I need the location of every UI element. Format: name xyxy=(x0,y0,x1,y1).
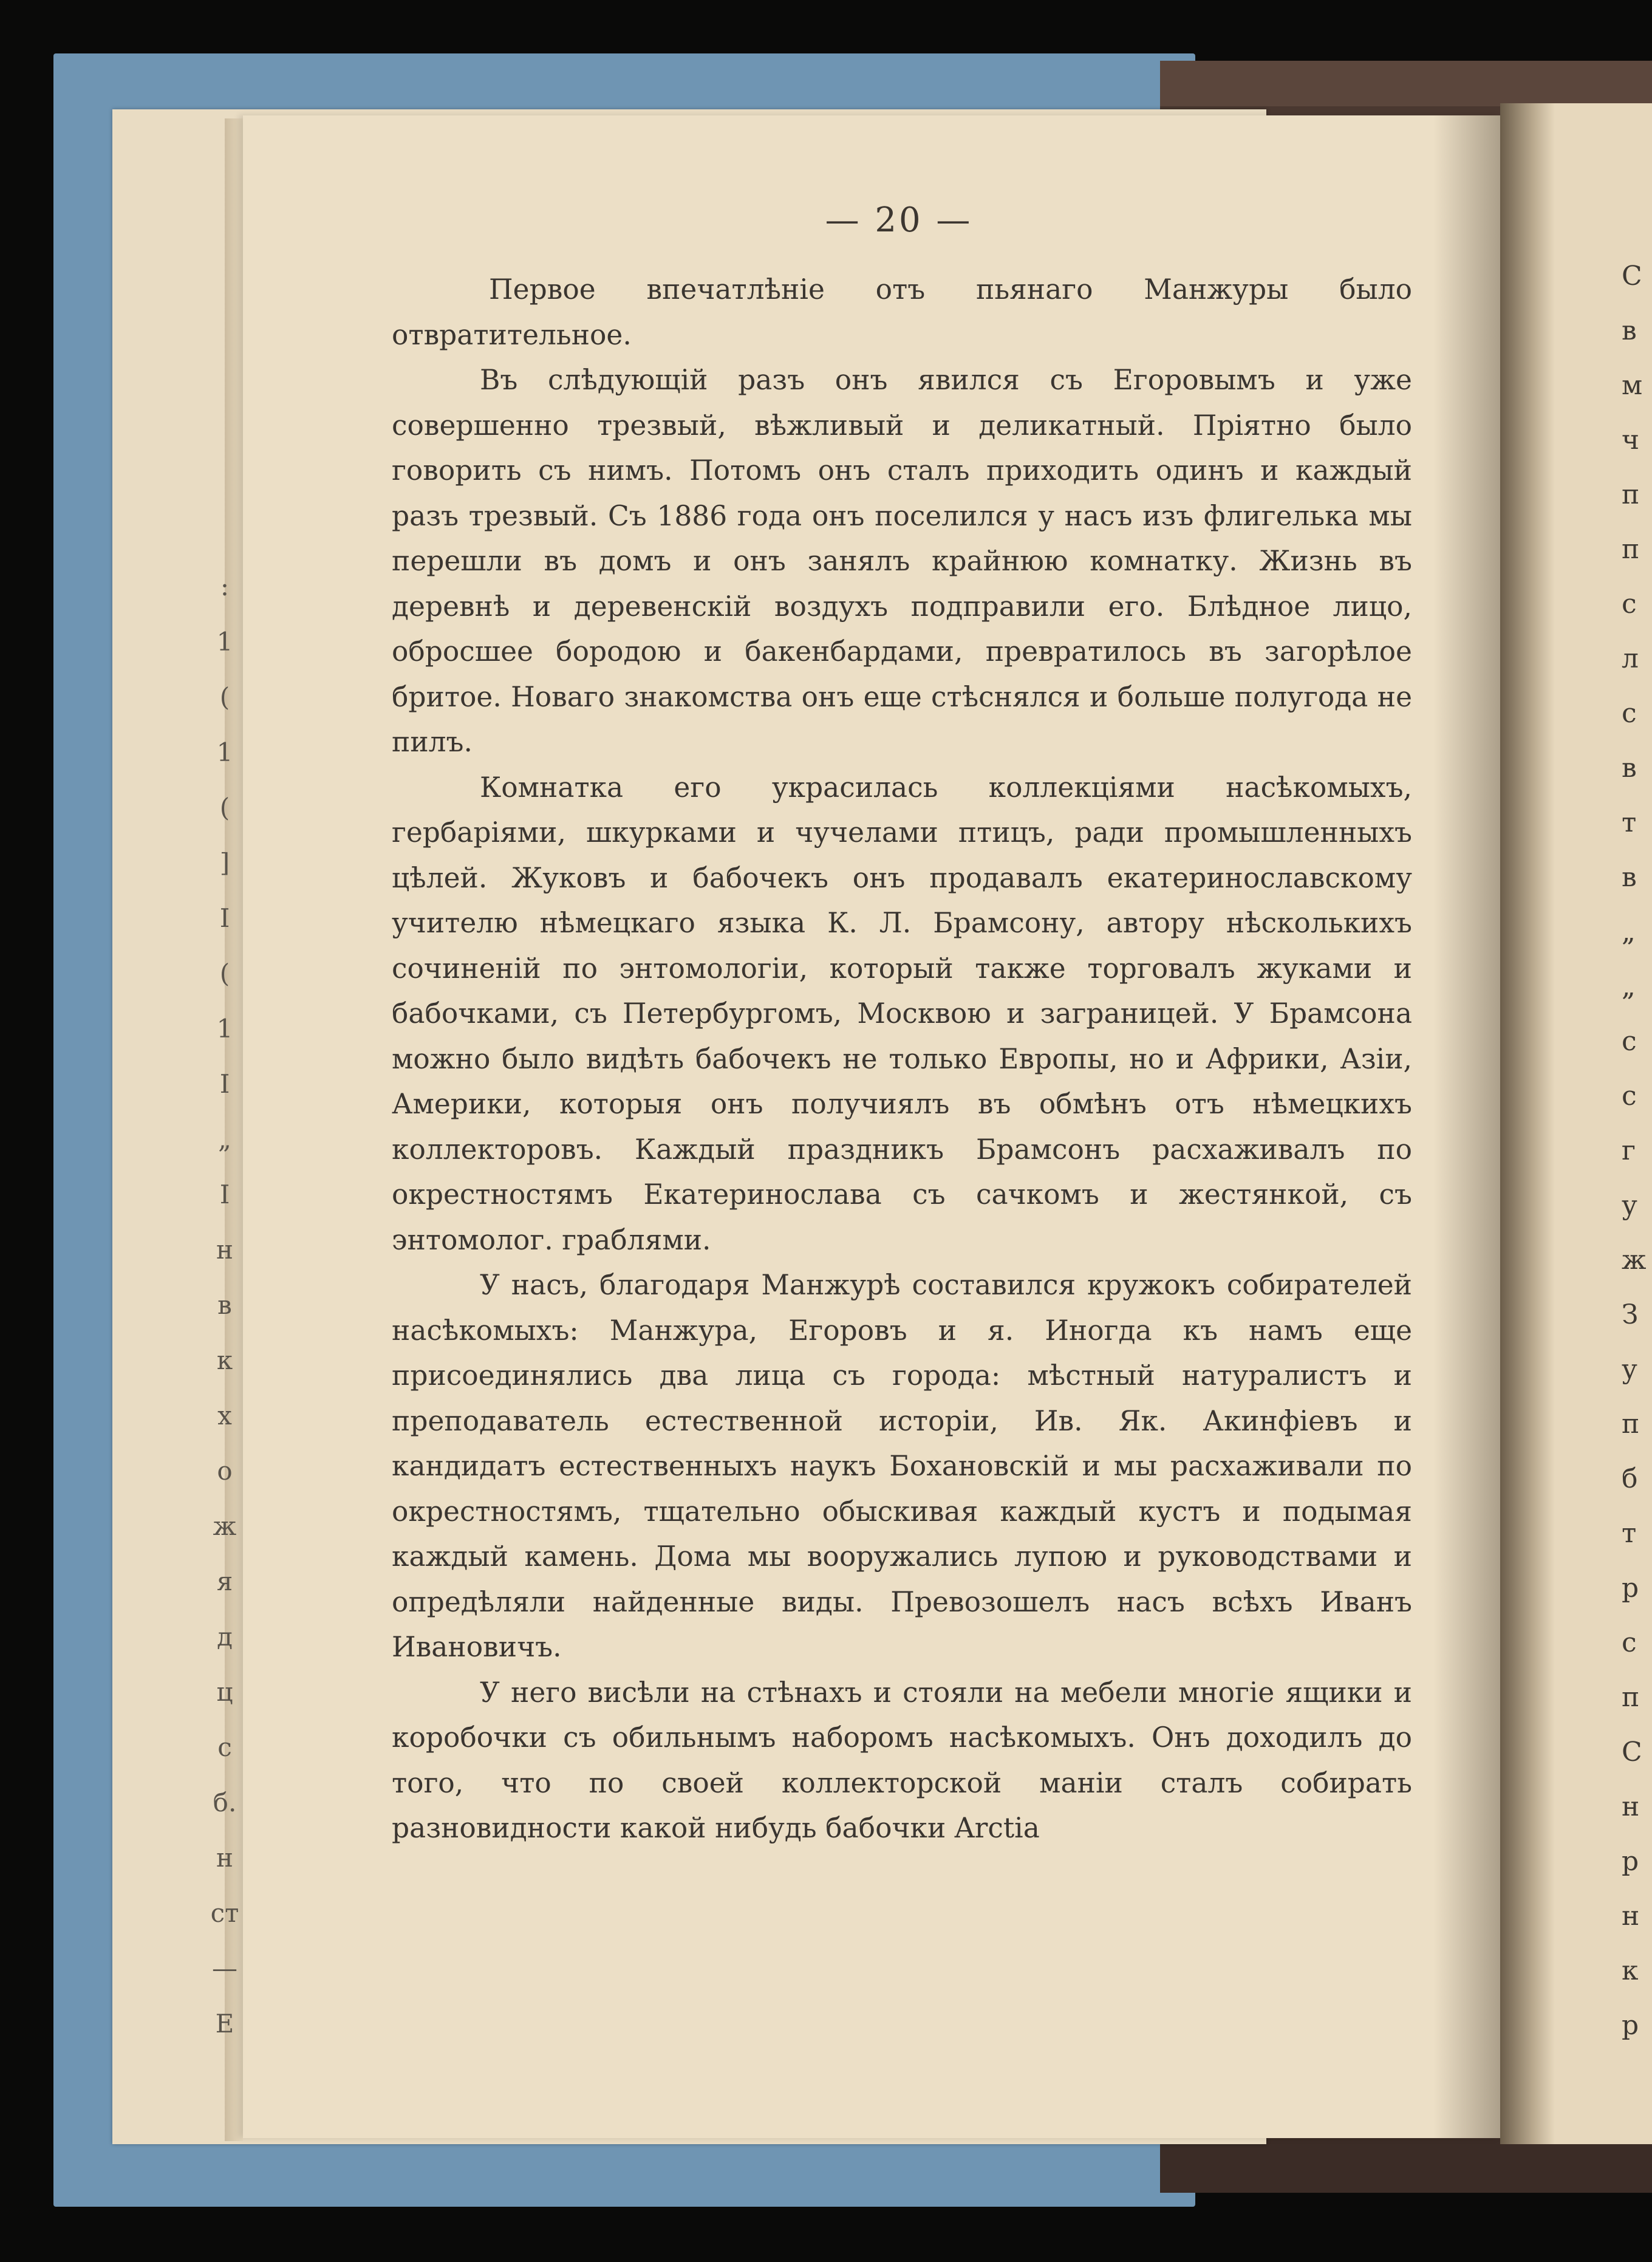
right-fragment: у xyxy=(1622,1354,1637,1385)
left-fragment: — xyxy=(212,1953,237,1983)
right-fragment: „ xyxy=(1622,971,1636,1002)
main-page-gutter xyxy=(1433,115,1500,2138)
left-fragment: д xyxy=(217,1622,233,1652)
right-fragment: с xyxy=(1622,1026,1637,1057)
page-number: — 20 — xyxy=(825,200,973,240)
body-text xyxy=(392,267,1412,1851)
right-fragment: р xyxy=(1622,1846,1639,1877)
right-fragment: С xyxy=(1622,261,1642,292)
right-fragment: у xyxy=(1622,1190,1637,1221)
left-fragment: I xyxy=(219,1069,230,1099)
right-fragment: т xyxy=(1622,1518,1637,1549)
left-fragment: ( xyxy=(219,958,230,988)
right-fragment: п xyxy=(1622,534,1640,565)
right-fragment: л xyxy=(1622,643,1639,674)
right-fragment: „ xyxy=(1622,917,1636,948)
right-fragment: г xyxy=(1622,1135,1636,1166)
right-fragment: с xyxy=(1622,1627,1637,1658)
right-fragment: п xyxy=(1622,1682,1640,1713)
left-fragment: б. xyxy=(213,1788,237,1817)
right-fragment: с xyxy=(1622,1081,1637,1112)
left-fragment: ц xyxy=(216,1677,233,1707)
right-fragment: б xyxy=(1622,1463,1638,1494)
left-fragment: н xyxy=(216,1235,233,1265)
left-fragment: „ xyxy=(218,1124,231,1154)
left-fragment: х xyxy=(217,1401,232,1430)
left-fragment: в xyxy=(217,1290,232,1320)
right-page-fragments xyxy=(1622,249,1652,2053)
right-fragment: в xyxy=(1622,862,1637,893)
left-fragment: 1 xyxy=(216,737,233,767)
left-margin-fragments xyxy=(206,559,243,2051)
right-fragment: ч xyxy=(1622,425,1640,456)
paragraph: Первое впечатлѣніе отъ пьянаго Манжуры было отвратительное. xyxy=(392,273,1412,351)
left-fragment: н xyxy=(216,1843,233,1873)
right-fragment: п xyxy=(1622,1409,1640,1440)
left-fragment: ( xyxy=(219,682,230,712)
left-fragment: 1 xyxy=(216,1014,233,1044)
right-fragment: т xyxy=(1622,807,1637,838)
right-fragment: р xyxy=(1622,1573,1639,1604)
right-fragment: с xyxy=(1622,589,1637,620)
left-fragment: : xyxy=(220,572,230,601)
paragraph: Въ слѣдующій разъ онъ явился съ Егоровымъ и уже совершенно трезвый, вѣжливый и деликатный. Пріятно было говорить съ нимъ. Потомъ онъ сталъ приходить одинъ и каждый разъ трезвый. Съ 1886 года онъ поселился у насъ изъ флигелька мы перешли въ домъ и онъ занялъ крайнюю комнатку. Жизнь въ деревнѣ и деревенскій воздухъ подправили его. Блѣдное лицо, обросшее бородою и бакенбардами, превратилось въ загорѣлое бритое. Новаго знакомства онъ еще стѣснялся и больше полугода не пилъ. xyxy=(392,364,1412,758)
right-fragment: ж xyxy=(1622,1245,1647,1276)
right-fragment: в xyxy=(1622,753,1637,784)
left-fragment: Е xyxy=(215,2009,234,2038)
right-fragment: С xyxy=(1622,1737,1642,1768)
left-fragment: ст xyxy=(210,1898,239,1928)
right-fragment: р xyxy=(1622,2010,1639,2041)
right-fragment: З xyxy=(1622,1299,1639,1330)
paragraph: Комнатка его украсилась коллекціями насѣкомыхъ, гербаріями, шкурками и чучелами птицъ, ради промышленныхъ цѣлей. Жуковъ и бабочекъ онъ продавалъ екатеринославскому учителю нѣмецкаго языка К. Л. Брамсону, автору нѣсколькихъ сочиненій по энтомологіи, который также торговалъ жуками и бабочками, съ Петербургомъ, Москвою и заграницей. У Брамсона можно было видѣть бабочекъ не только Европы, но и Африки, Азіи, Америки, которыя онъ получиялъ въ обмѣнъ отъ нѣмецкихъ коллекторовъ. Каждый праздникъ Брамсонъ расхаживалъ по окрестностямъ Екатеринослава съ сачкомъ и жестянкой, съ энтомолог. граблями. xyxy=(392,771,1412,1256)
left-fragment: я xyxy=(216,1567,233,1596)
left-fragment: I xyxy=(219,1180,230,1209)
left-fragment: I xyxy=(219,903,230,933)
left-fragment: ж xyxy=(213,1511,237,1541)
left-fragment: ] xyxy=(219,848,230,878)
paragraph: У насъ, благодаря Манжурѣ составился кружокъ собирателей насѣкомыхъ: Манжура, Егоровъ и я. Иногда къ намъ еще присоединялись два лица съ города: мѣстный натуралистъ и преподаватель естественной исторіи, Ив. Як. Акинфіевъ и кандидатъ естественныхъ наукъ Бохановскій и мы расхаживали по окрестностямъ, тщательно обыскивая каждый кустъ и подымая каждый камень. Дома мы вооружались лупою и руководствами и опредѣляли найденные виды. Превозошелъ насъ всѣхъ Иванъ Ивановичъ. xyxy=(392,1269,1412,1663)
right-fragment: с xyxy=(1622,698,1637,729)
right-page-gutter xyxy=(1500,103,1555,2144)
left-fragment: ( xyxy=(219,793,230,822)
left-fragment: к xyxy=(216,1345,233,1375)
cover-band-top xyxy=(1160,61,1652,106)
left-fragment: с xyxy=(217,1732,232,1762)
right-fragment: п xyxy=(1622,479,1640,510)
left-fragment: о xyxy=(217,1456,233,1486)
right-fragment: м xyxy=(1622,370,1643,401)
paragraph: У него висѣли на стѣнахъ и стояли на мебели многіе ящики и коробочки съ обильнымъ наборомъ насѣкомыхъ. Онъ доходилъ до того, что по своей коллекторской маніи сталъ собирать разновидности какой нибудь бабочки Arctia xyxy=(392,1676,1412,1844)
left-fragment: 1 xyxy=(216,627,233,657)
right-fragment: н xyxy=(1622,1901,1640,1932)
right-fragment: в xyxy=(1622,315,1637,346)
right-fragment: к xyxy=(1622,1955,1639,1986)
right-fragment: н xyxy=(1622,1791,1640,1822)
